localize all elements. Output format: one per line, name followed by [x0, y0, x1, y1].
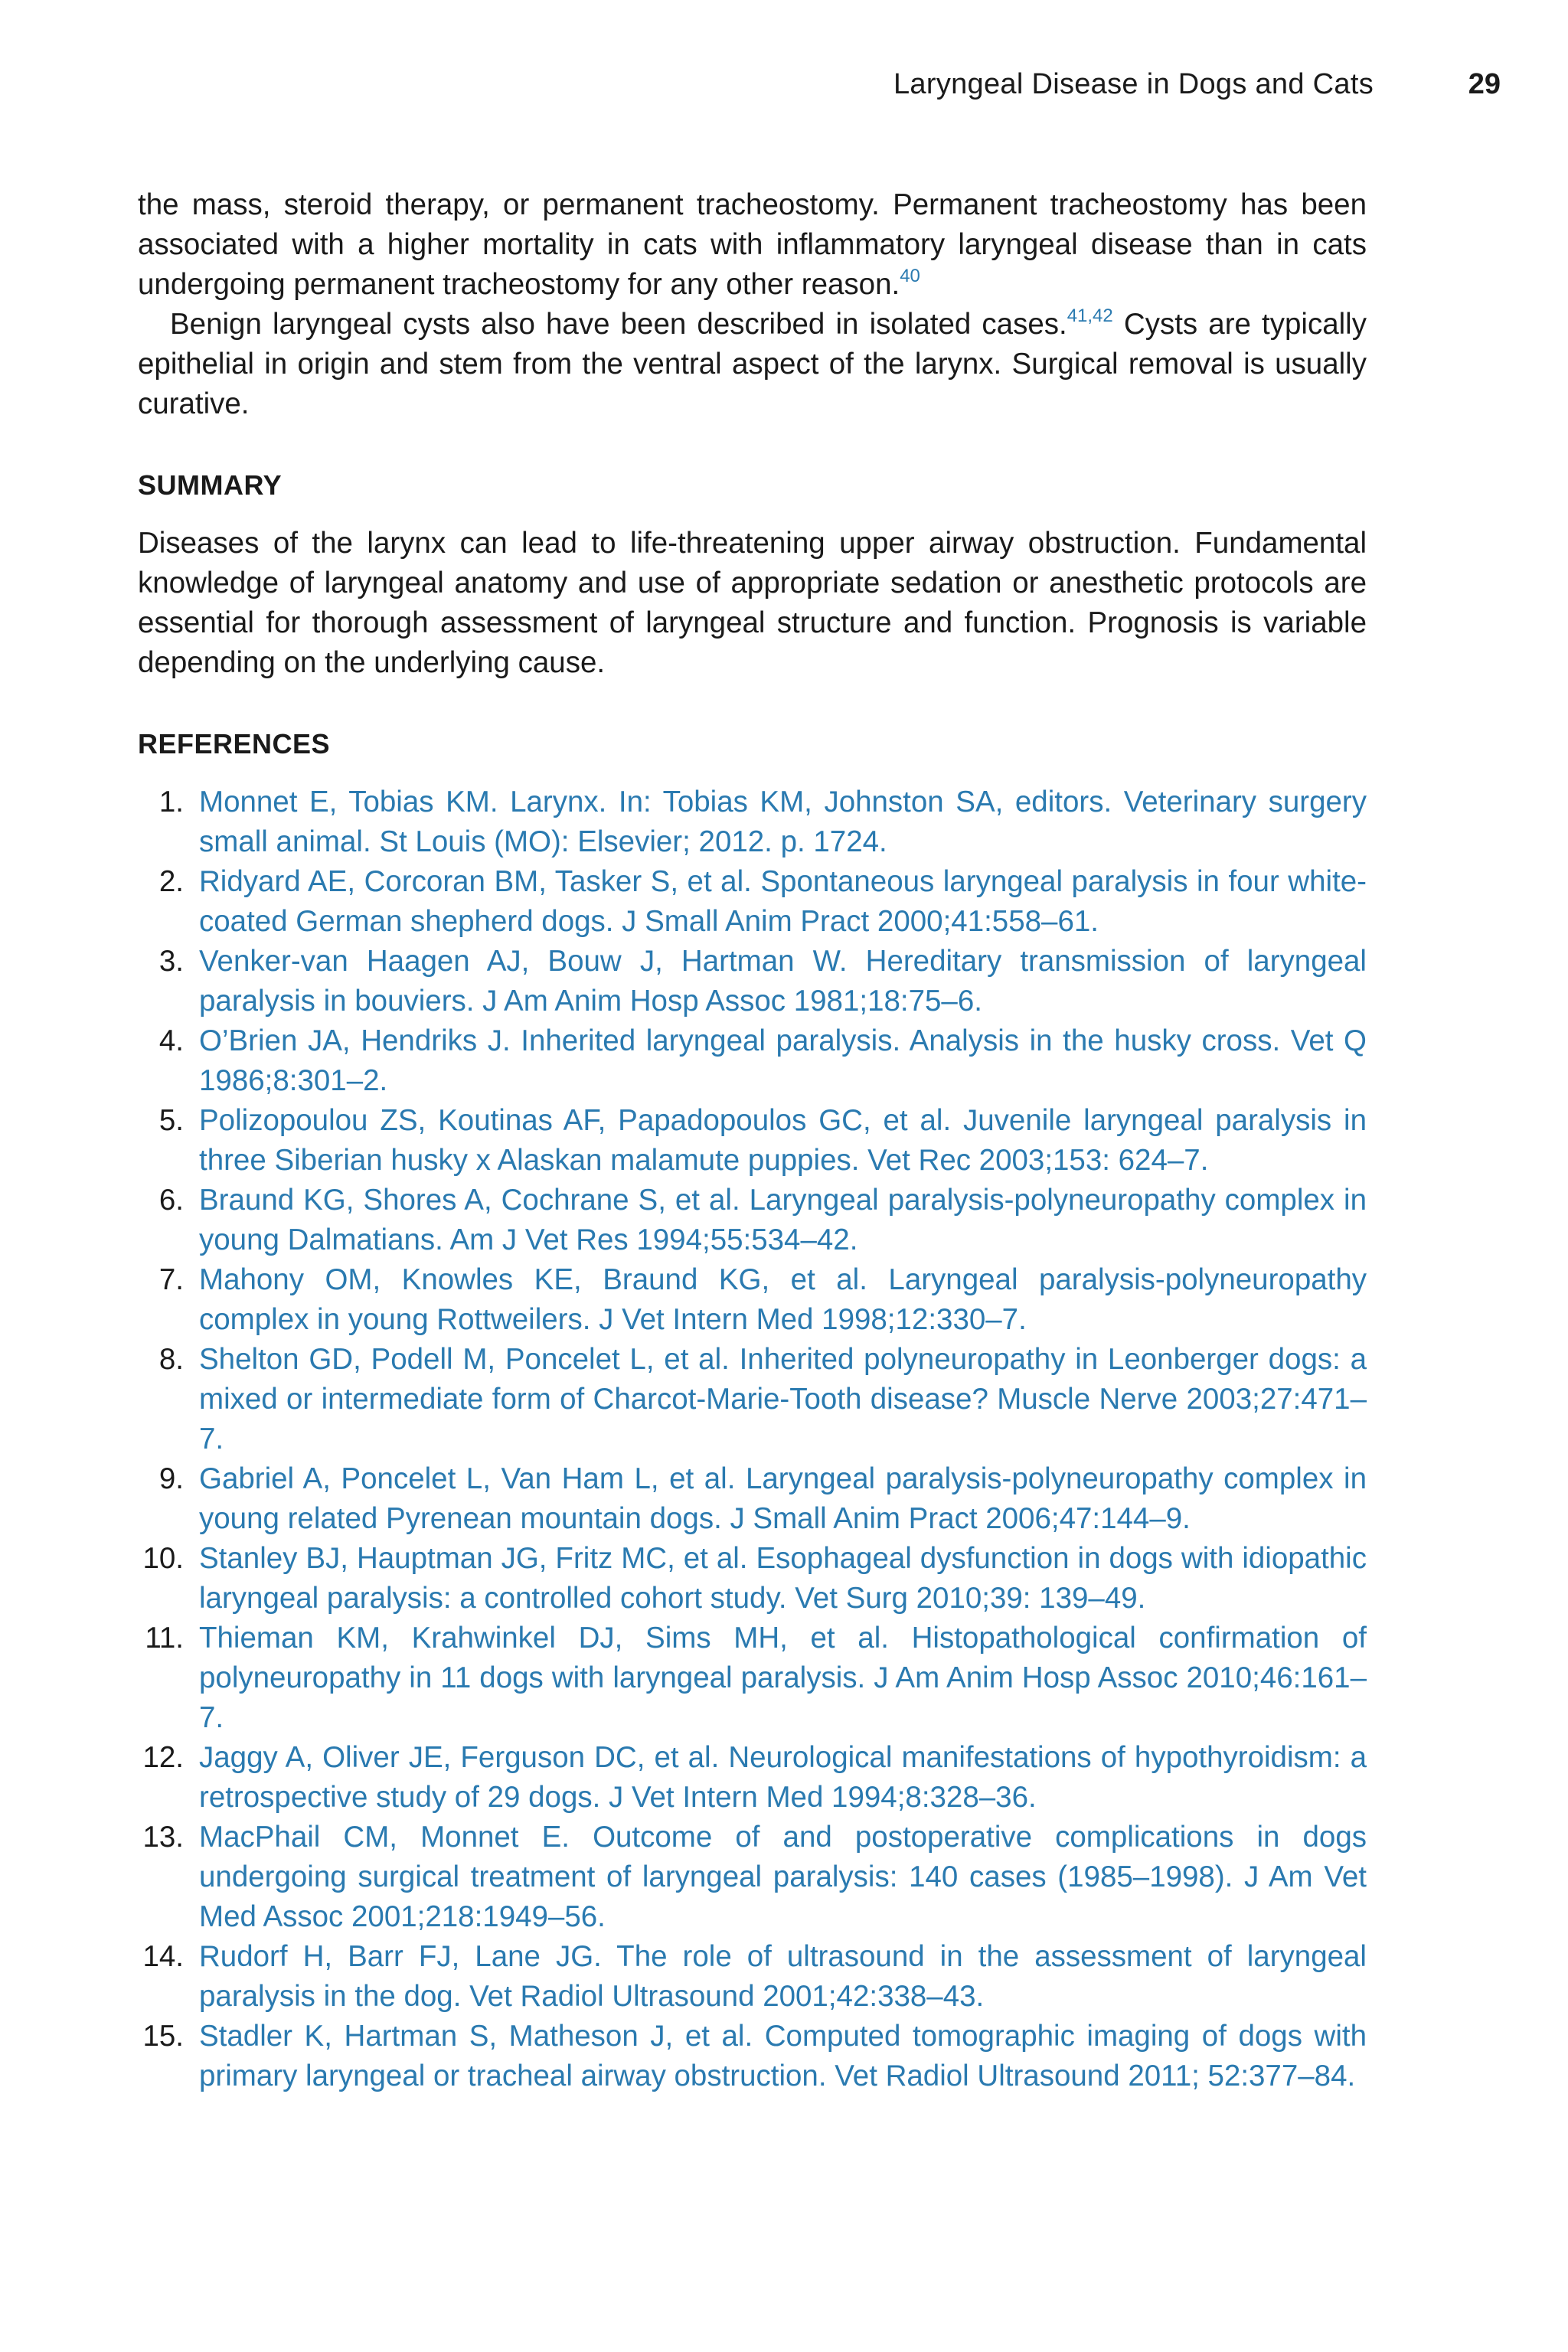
reference-link[interactable]: MacPhail CM, Monnet E. Outcome of and postoperative complications in dogs undergoing surgical treatment of laryngeal paralysis: 140 cases (1985–1998). J Am Vet Med Assoc 2001;218:1949–56.	[199, 1821, 1367, 1933]
paragraph-2-rest: Cysts are typically epithelial in origin and stem from the ventral aspect of the larynx. Surgical removal is usually curative.	[138, 308, 1367, 420]
reference-number: 8.	[158, 1343, 184, 1376]
summary-heading: SUMMARY	[138, 469, 283, 501]
reference-link[interactable]: Ridyard AE, Corcoran BM, Tasker S, et al. Spontaneous laryngeal paralysis in four white-coated German shepherd dogs. J Small Anim Pract 2000;41:558–61.	[199, 865, 1367, 938]
reference-number: 11.	[145, 1622, 184, 1655]
reference-number: 5.	[158, 1104, 184, 1137]
reference-number: 12.	[142, 1741, 184, 1774]
reference-item	[138, 942, 1367, 1021]
page-content	[138, 185, 1367, 2096]
page-number: 29	[1468, 68, 1501, 100]
reference-number: 7.	[158, 1263, 184, 1296]
citation-40-link[interactable]: 40	[900, 266, 920, 286]
reference-link[interactable]: Venker-van Haagen AJ, Bouw J, Hartman W. Hereditary transmission of laryngeal paralysis in bouviers. J Am Anim Hosp Assoc 1981;18:75–6.	[199, 945, 1367, 1018]
reference-item	[138, 1818, 1367, 1937]
reference-link[interactable]: Gabriel A, Poncelet L, Van Ham L, et al. Laryngeal paralysis-polyneuropathy complex in young related Pyrenean mountain dogs. J Small Anim Pract 2006;47:144–9.	[199, 1462, 1367, 1535]
reference-item	[138, 1619, 1367, 1738]
reference-item	[138, 862, 1367, 942]
body-paragraph-1	[138, 185, 1367, 305]
reference-item	[138, 1539, 1367, 1619]
citation-41-42-link[interactable]: 41,42	[1067, 305, 1113, 326]
reference-item	[138, 1260, 1367, 1340]
reference-number: 2.	[158, 865, 184, 898]
reference-number: 15.	[142, 2020, 184, 2053]
reference-link[interactable]: Polizopoulou ZS, Koutinas AF, Papadopoulos GC, et al. Juvenile laryngeal paralysis in three Siberian husky x Alaskan malamute puppies. Vet Rec 2003;153: 624–7.	[199, 1104, 1367, 1177]
reference-item	[138, 1738, 1367, 1818]
reference-item	[138, 2017, 1367, 2096]
reference-item	[138, 1340, 1367, 1459]
reference-link[interactable]: Thieman KM, Krahwinkel DJ, Sims MH, et al. Histopathological confirmation of polyneuropathy in 11 dogs with laryngeal paralysis. J Am Anim Hosp Assoc 2010;46:161–7.	[199, 1622, 1367, 1734]
reference-link[interactable]: Jaggy A, Oliver JE, Ferguson DC, et al. Neurological manifestations of hypothyroidism: a retrospective study of 29 dogs. J Vet Intern Med 1994;8:328–36.	[199, 1741, 1367, 1814]
reference-number: 3.	[158, 945, 184, 978]
reference-number: 4.	[158, 1024, 184, 1057]
reference-number: 10.	[142, 1542, 184, 1575]
summary-paragraph: Diseases of the larynx can lead to life-threatening upper airway obstruction. Fundamental knowledge of laryngeal anatomy and use of appropriate sedation or anesthetic protocols are essential for thorough assessment of laryngeal structure and function. Prognosis is variable depending on the underlying cause.	[138, 527, 1367, 679]
reference-link[interactable]: Braund KG, Shores A, Cochrane S, et al. Laryngeal paralysis-polyneuropathy complex in young Dalmatians. Am J Vet Res 1994;55:534–42.	[199, 1184, 1367, 1256]
reference-item	[138, 1181, 1367, 1260]
reference-number: 1.	[158, 786, 184, 818]
reference-item	[138, 1459, 1367, 1539]
running-title: Laryngeal Disease in Dogs and Cats	[893, 68, 1374, 100]
reference-link[interactable]: Shelton GD, Podell M, Poncelet L, et al. Inherited polyneuropathy in Leonberger dogs: a mixed or intermediate form of Charcot-Marie-Tooth disease? Muscle Nerve 2003;27:471–7.	[199, 1343, 1367, 1455]
reference-link[interactable]: Rudorf H, Barr FJ, Lane JG. The role of ultrasound in the assessment of laryngeal paralysis in the dog. Vet Radiol Ultrasound 2001;42:338–43.	[199, 1940, 1367, 2013]
reference-link[interactable]: Stadler K, Hartman S, Matheson J, et al. Computed tomographic imaging of dogs with primary laryngeal or tracheal airway obstruction. Vet Radiol Ultrasound 2011; 52:377–84.	[199, 2020, 1367, 2092]
references-heading: REFERENCES	[138, 728, 331, 760]
paragraph-1-text: the mass, steroid therapy, or permanent tracheostomy. Permanent tracheostomy has been associated with a higher mortality in cats with inflammatory laryngeal disease than in cats undergoing permanent tracheostomy for any other reason.	[138, 188, 1367, 301]
reference-link[interactable]: Mahony OM, Knowles KE, Braund KG, et al. Laryngeal paralysis-polyneuropathy complex in young Rottweilers. J Vet Intern Med 1998;12:330–7.	[199, 1263, 1367, 1336]
running-header	[138, 64, 1501, 104]
reference-number: 14.	[142, 1940, 184, 1973]
reference-item	[138, 1937, 1367, 2017]
reference-link[interactable]: Monnet E, Tobias KM. Larynx. In: Tobias KM, Johnston SA, editors. Veterinary surgery small animal. St Louis (MO): Elsevier; 2012. p. 1724.	[199, 786, 1367, 858]
reference-number: 13.	[142, 1821, 184, 1854]
paragraph-2-text: Benign laryngeal cysts also have been described in isolated cases.	[170, 308, 1067, 341]
reference-item	[138, 1021, 1367, 1101]
body-paragraph-2	[138, 305, 1367, 424]
references-list	[138, 782, 1367, 2096]
reference-link[interactable]: O’Brien JA, Hendriks J. Inherited laryngeal paralysis. Analysis in the husky cross. Vet Q 1986;8:301–2.	[199, 1024, 1367, 1097]
reference-item	[138, 1101, 1367, 1181]
reference-number: 6.	[158, 1184, 184, 1217]
reference-link[interactable]: Stanley BJ, Hauptman JG, Fritz MC, et al. Esophageal dysfunction in dogs with idiopathic laryngeal paralysis: a controlled cohort study. Vet Surg 2010;39: 139–49.	[199, 1542, 1367, 1615]
reference-item	[138, 782, 1367, 862]
reference-number: 9.	[158, 1462, 184, 1495]
